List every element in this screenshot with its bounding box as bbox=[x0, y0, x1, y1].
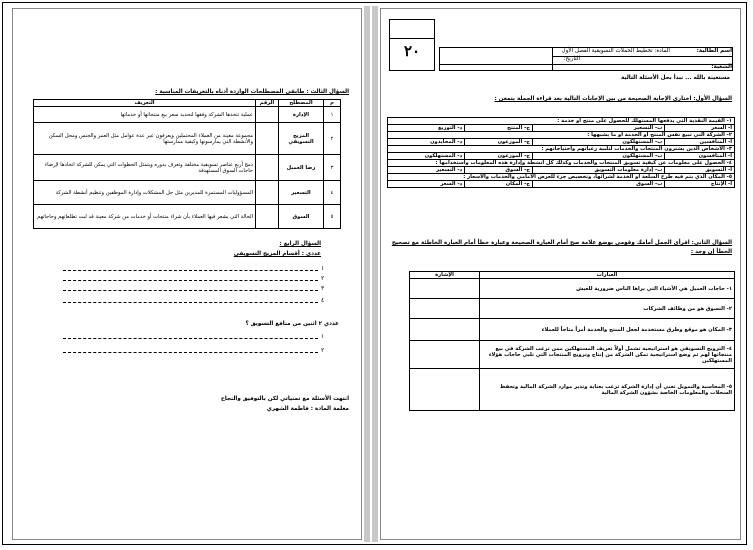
q1-option[interactable]: ب- السوق bbox=[532, 181, 664, 188]
score-box bbox=[389, 19, 435, 71]
answer-line[interactable] bbox=[63, 290, 318, 291]
q4-sub2: عددي ٢ اثنين من منافع التسويق ؟ bbox=[245, 321, 339, 327]
q1-title: السؤال الأول: اختاري الإجابة الصحيحة من بين الإجابات التالية بعد قراءة الجملة بتمعن : bbox=[494, 96, 732, 102]
q2-mark-header: الإشارة bbox=[410, 272, 480, 279]
q1-option[interactable]: د- المحايدون bbox=[388, 139, 465, 146]
q4-sub1-num: ٤ bbox=[321, 297, 325, 304]
q3-num: ٥ bbox=[324, 205, 341, 229]
q1-option[interactable]: ب- التسعير bbox=[532, 125, 664, 132]
q1-question-row bbox=[388, 118, 735, 125]
table-row bbox=[34, 181, 341, 205]
teacher-signature: معلمة المادة : فاطمة الشهري bbox=[266, 406, 349, 412]
table-row bbox=[34, 205, 341, 229]
q1-question-row bbox=[388, 160, 735, 167]
q3-term: الإدارة bbox=[279, 107, 324, 123]
q3-answer-cell[interactable] bbox=[256, 107, 279, 123]
q1-option[interactable]: ج- الموزعون bbox=[465, 153, 533, 160]
page-gutter-left bbox=[364, 6, 370, 542]
q2-mark-cell[interactable] bbox=[410, 341, 480, 369]
q3-answer-cell[interactable] bbox=[256, 123, 279, 155]
table-row bbox=[410, 341, 735, 369]
q1-question: ٤- الحصول على معلومات عن كيفية تسويق المنتجات والخدمات وكذلك كل أنشطة وإدارة هذه المعلومات واستخدامها : bbox=[388, 160, 735, 167]
q1-option[interactable]: ب- المستهلكون bbox=[532, 153, 664, 160]
q1-option[interactable]: د- السعر bbox=[388, 181, 465, 188]
q3-def-header: التعريف bbox=[34, 100, 256, 107]
q1-option[interactable]: ب- المستهلكون bbox=[532, 139, 664, 146]
q3-num-header: م bbox=[324, 100, 341, 107]
q1-option[interactable]: أ- المنافسون bbox=[665, 153, 735, 160]
q1-option[interactable]: ج- المنتج bbox=[465, 125, 533, 132]
q3-answer-cell[interactable] bbox=[256, 155, 279, 181]
q2-statement: ٤- الترويج التسويقي هو استراتيجية تشمل أولاً تعريف المستهلكين ممن ترغب الشركة في بيع منتجاتها لهم ثم وضع استراتيجية تمكن الشركة من إنتاج وترويج المنتجات التي تلبي حاجات هؤلاء المستهلكين bbox=[480, 341, 735, 369]
date-label: التاريخ: bbox=[563, 56, 580, 62]
q4-sub2-num: ٢ bbox=[321, 347, 325, 354]
q2-mark-cell[interactable] bbox=[410, 369, 480, 411]
q2-mark-cell[interactable] bbox=[410, 279, 480, 299]
q4-title: السؤال الرابع : bbox=[279, 241, 321, 247]
q3-term: السوق bbox=[279, 205, 324, 229]
q3-num: ١ bbox=[324, 107, 341, 123]
table-row bbox=[34, 107, 341, 123]
q1-option[interactable]: أ- الإنتاج bbox=[665, 181, 735, 188]
q3-definition: مجموعة معينة من العملاء المحتملين ويعرفون عبر عدة عوامل مثل العمر والجنس ومحل السكن والأنشطة التي يمارسونها وكيفية ممارستها bbox=[34, 123, 256, 155]
q3-definition: المسؤوليات المستمرة للمديرين مثل حل المشكلات وإدارة الموظفين وتنظيم أنشطة الشركة bbox=[34, 181, 256, 205]
q2-statement: ١- حاجات العميل هي الأشياء التي يراها الناس ضرورية للعيش bbox=[480, 279, 735, 299]
q3-num: ٤ bbox=[324, 181, 341, 205]
exam-page-2 bbox=[12, 8, 362, 540]
q1-table bbox=[387, 117, 735, 188]
q2-statement: ٥- المحاسبة والتمويل تعني أن إدارة الشركة ترغب بعناية وتدير موارد الشركة المالية وتحفظ السجلات والمعلومات الخاصة بشؤون الشركة المالية bbox=[480, 369, 735, 411]
q2-table bbox=[409, 271, 735, 411]
table-row bbox=[410, 299, 735, 319]
q1-question-row bbox=[388, 132, 735, 139]
student-name-label: اسم الطالبة: bbox=[696, 48, 732, 54]
q3-answer-cell[interactable] bbox=[256, 205, 279, 229]
q1-option[interactable]: أ- السعر bbox=[665, 125, 735, 132]
q2-statement: ٣- المكان هو موقع وطرق مستخدمة لجعل المنتج والخدمة أمراً متاحاً للعملاء bbox=[480, 319, 735, 341]
q1-option[interactable]: د- المستهلكون bbox=[388, 153, 465, 160]
q1-question-row bbox=[388, 146, 735, 153]
q3-answer-cell[interactable] bbox=[256, 181, 279, 205]
q1-option[interactable]: أ- التسويق bbox=[665, 167, 735, 174]
q2-mark-cell[interactable] bbox=[410, 319, 480, 341]
q3-num: ٣ bbox=[324, 155, 341, 181]
table-row bbox=[410, 369, 735, 411]
q3-definition: الحالة التي يشعر فيها العملاء بأن شراء منتجات أو خدمات من شركة معينة قد لبت تطلعاتهم وحاجاتهم bbox=[34, 205, 256, 229]
exam-page-1 bbox=[380, 8, 741, 540]
answer-line[interactable] bbox=[63, 280, 318, 281]
q1-options-row bbox=[388, 125, 735, 132]
exam-slogan: مستعينة بالله ... نبدأ بحل الأسئلة التالية bbox=[621, 75, 730, 81]
q3-definition: عملية تتخذها الشركة وفقها لتحديد سعر بيع منتجاتها أو خدماتها bbox=[34, 107, 256, 123]
answer-line[interactable] bbox=[63, 270, 318, 271]
class-label: الشعبة: bbox=[711, 64, 732, 70]
q1-question-row bbox=[388, 174, 735, 181]
subject-label: المادة: تخطيط الحملات التسويقية الفصل الأول bbox=[561, 48, 670, 54]
q1-option[interactable]: ج- السوق bbox=[465, 167, 533, 174]
q3-term: المزيج التسويقي bbox=[279, 123, 324, 155]
q3-term: رضا العميل bbox=[279, 155, 324, 181]
q2-statement: ٢- التسوق هو من وظائف الشركات bbox=[480, 299, 735, 319]
q3-table bbox=[33, 99, 341, 229]
q1-options-row bbox=[388, 153, 735, 160]
q2-title: السؤال الثاني: اقرأي الجمل أمامك وقومي بوضع علامة صح أمام العبارة الصحيحة وعبارة خطأ أمام العبارة الخاطئة مع تصحيح الخطأ إن وجد : bbox=[391, 240, 732, 255]
q1-option[interactable]: د- التوزيع bbox=[388, 125, 465, 132]
q1-option[interactable]: د- التسعير bbox=[388, 167, 465, 174]
q1-question: ٥- المكان الذي يتم فيه طرح السلعة أو الخدمة لشرائها، وتخصيص جزء للعرض الأمامي والخدمات والأسعار : bbox=[388, 174, 735, 181]
score-value: ٢٠ bbox=[403, 42, 421, 60]
q1-option[interactable]: ج- الموزعون bbox=[465, 139, 533, 146]
q1-option[interactable]: ج- المكان bbox=[465, 181, 533, 188]
table-row bbox=[410, 319, 735, 341]
q3-no-header: الرقم bbox=[256, 100, 279, 107]
answer-line[interactable] bbox=[63, 338, 318, 339]
answer-line[interactable] bbox=[63, 352, 318, 353]
q1-options-row bbox=[388, 167, 735, 174]
q2-mark-cell[interactable] bbox=[410, 299, 480, 319]
closing-text: انتهت الأسئلة مع تمنياتي لكن بالتوفيق والنجاح bbox=[220, 396, 349, 402]
answer-line[interactable] bbox=[63, 302, 318, 303]
q1-question: ٢- الشركة التي تبيع نفس المنتج أو الخدمة أو ما يشبهها : bbox=[388, 132, 735, 139]
q3-title: السؤال الثالث : طابقي المصطلحات الواردة أدناه بالتعريفات المناسبة : bbox=[155, 89, 349, 95]
q4-sub2-num: ١ bbox=[321, 333, 325, 340]
table-row bbox=[34, 123, 341, 155]
q1-options-row bbox=[388, 139, 735, 146]
table-row bbox=[410, 279, 735, 299]
q3-term: التسعير bbox=[279, 181, 324, 205]
q1-question: ١- القيمة النقدية التي يدفعها المستهلك للحصول على منتج أو خدمة : bbox=[388, 118, 735, 125]
q3-term-header: المصطلح bbox=[279, 100, 324, 107]
q1-options-row bbox=[388, 181, 735, 188]
q1-option[interactable]: أ- المنافسين bbox=[665, 139, 735, 146]
q4-sub1-num: ٣ bbox=[321, 285, 325, 292]
page-gutter-right bbox=[372, 6, 378, 542]
q4-sub1: عددي : أقسام المزيج التسويقي bbox=[233, 251, 321, 257]
q2-statement-header: العبارات bbox=[480, 272, 735, 279]
table-row bbox=[34, 155, 341, 181]
q1-option[interactable]: ب- إدارة معلومات التسويق bbox=[532, 167, 664, 174]
q4-sub1-num: ١ bbox=[321, 265, 325, 272]
q3-definition: دمج أربع عناصر تسويقية مختلفة وتعرف بدوره ويتمثل الخطوات التي يمكن للشركة اتخاذها لإرضاء حاجات السوق المستهدفة bbox=[34, 155, 256, 181]
q4-sub1-num: ٢ bbox=[321, 275, 325, 282]
q3-num: ٢ bbox=[324, 123, 341, 155]
q1-question: ٣- الأشخاص الذين يشترون المنتجات والخدمات لتلبية رغباتهم واحتياجاتهم : bbox=[388, 146, 735, 153]
